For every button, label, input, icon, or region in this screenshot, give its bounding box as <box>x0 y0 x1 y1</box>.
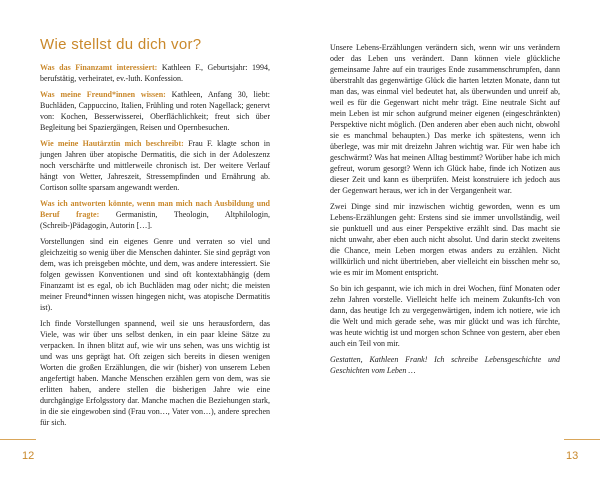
body-paragraph: So bin ich gespannt, wie ich mich in drei Wochen, fünf Monaten oder zehn Jahren vorstelle. Vielleicht helfe ich meinem Zukunfts-Ich von dann, das heutige Ich zu vergegenwärtigen, indem ich notiere, wie ich die Welt und mich gerade sehe, was mir glückt und was ich fürchte, was heute wichtig ist und morgen schon Schnee von gestern, aber eben auch ein Teil von mir. <box>330 284 560 348</box>
left-text-column <box>40 62 270 433</box>
right-text-column <box>330 42 560 381</box>
page-number-right: 13 <box>566 450 579 462</box>
qa-paragraph-hautaerztin <box>40 138 270 193</box>
closing-italic-paragraph: Gestatten, Kathleen Frank! Ich schreibe Lebensgeschichte und Geschichten vom Leben … <box>330 355 560 375</box>
question-label: Wie meine Hautärztin mich beschreibt: <box>40 139 184 148</box>
question-label: Was meine Freund*innen wissen: <box>40 90 166 99</box>
answer-text: Kathleen F., Geburtsjahr: 1994, berufstätig, verheiratet, ev.-luth. Konfession. <box>40 63 271 83</box>
body-paragraph: Vorstellungen sind ein eigenes Genre und verraten so viel und gleichzeitig so wenig über die Menschen dahinter. Sie sind geprägt von dem, was ich preisgeben möchte, und dem, was andere interessiert. Sie folgen gewissen Konventionen und sind oft kontextabhängig (dem Finanzamt ist es egal, ob ich Buchläden mag oder nicht; die meisten meiner Freund*innen wissen hingegen nicht, was atopische Dermatitis ist). <box>40 237 270 312</box>
answer-text: Kathleen, Anfang 30, liebt: Buchläden, Cappuccino, Italien, Frühling und roten Nagellack; genervt von: Kochen, Besserwisserei, Oberflächlichkeit; freut sich über Begleitung bei Spaziergängen, Reisen und Opernbesuchen. <box>40 90 271 132</box>
body-paragraph: Unsere Lebens-Erzählungen verändern sich, wenn wir uns verändern oder das Leben uns verändert. Dann können viele glückliche gemeinsame Jahre auf ein trauriges Ende zusammenschrumpfen, dann überstrahlt das gegenwärtige Glück die harten letzten Monate, dann tut man das, was einmal viel bedeutet hat, als überwunden und unreif ab, weil es für die Gegenwart nicht mehr trägt. Eine neutrale Sicht auf mein Leben ist mir schon aufgrund meiner eigenen (eingeschränkten) Perspektive nicht möglich. (Den anderen aber eben auch nicht, obwohl sie es manchmal behaupten.) Das merke ich spätestens, wenn ich überlege, was mir mit dreizehn Jahren wichtig war. Für wen habe ich geschwärmt? Was hat meinen Alltag bestimmt? Worüber habe ich mich gefreut, worum gesorgt? Wenn ich Glück habe, finde ich Notizen aus dieser Zeit und kann es überprüfen. Meist konstruiere ich jedoch aus der Gegenwart heraus, wer ich in der Vergangenheit war. <box>330 43 560 195</box>
body-paragraph: Zwei Dinge sind mir inzwischen wichtig geworden, wenn es um Lebens-Erzählungen geht: Erstens sind sie immer unvollständig, weil sie punktuell und aus einer Perspektive erzählt sind. Das macht sie nicht unwahr, aber eben auch nicht absolut. Und darin steckt zweitens die Chance, mein Leben morgen etwas anders zu erzählen. Nicht willkürlich und nicht übertrieben, aber vielleicht ein bisschen mehr so, wie es mir im Moment entspricht. <box>330 202 560 277</box>
question-label: Was ich antworten könnte, wenn man mich nach Ausbildung und Beruf fragte: <box>40 199 270 219</box>
qa-paragraph-freunde <box>40 89 270 133</box>
chapter-title: Wie stellst du dich vor? <box>40 36 202 53</box>
answer-text: Frau F. klagte schon in jungen Jahren über atopische Dermatitis, die sich in der Adoleszenz noch verschärfte und mittlerweile chronisch ist. Der weitere Verlauf hängt von Wetter, Jahreszeit, Stressempfinden und Ernährung ab. Cortison sollte sparsam angewandt werden. <box>40 139 271 192</box>
answer-text: Germanistin, Theologin, Altphilologin, (Schreib-)Pädagogin, Autorin […]. <box>40 210 270 230</box>
qa-paragraph-beruf <box>40 198 270 231</box>
page-number-left: 12 <box>22 450 35 462</box>
qa-paragraph-finanzamt <box>40 62 270 84</box>
footer-rule-left <box>0 439 36 440</box>
body-paragraph: Ich finde Vorstellungen spannend, weil sie uns herausfordern, das Viele, was wir über uns selbst denken, in ein paar kleine Sätze zu verpacken. In ihnen blitzt auf, wie wir uns sehen, was uns wichtig ist und was uns geprägt hat. Oft zeigen sich bereits in diesen wenigen Worten die großen Erzählungen, die wir (bisher) von unserem Leben angefertigt haben. Manche Menschen erzählen gern von dem, was sie erlitten haben, andere stellen die bisherigen Jahre wie eine durchgängige Erfolgsstory dar. Manche machen die Beziehungen stark, in die sie eingewoben sind (Frau von…, Vater von…), andere sprechen für sich. <box>40 319 270 427</box>
footer-rule-right <box>564 439 600 440</box>
question-label: Was das Finanzamt interessiert: <box>40 63 158 72</box>
